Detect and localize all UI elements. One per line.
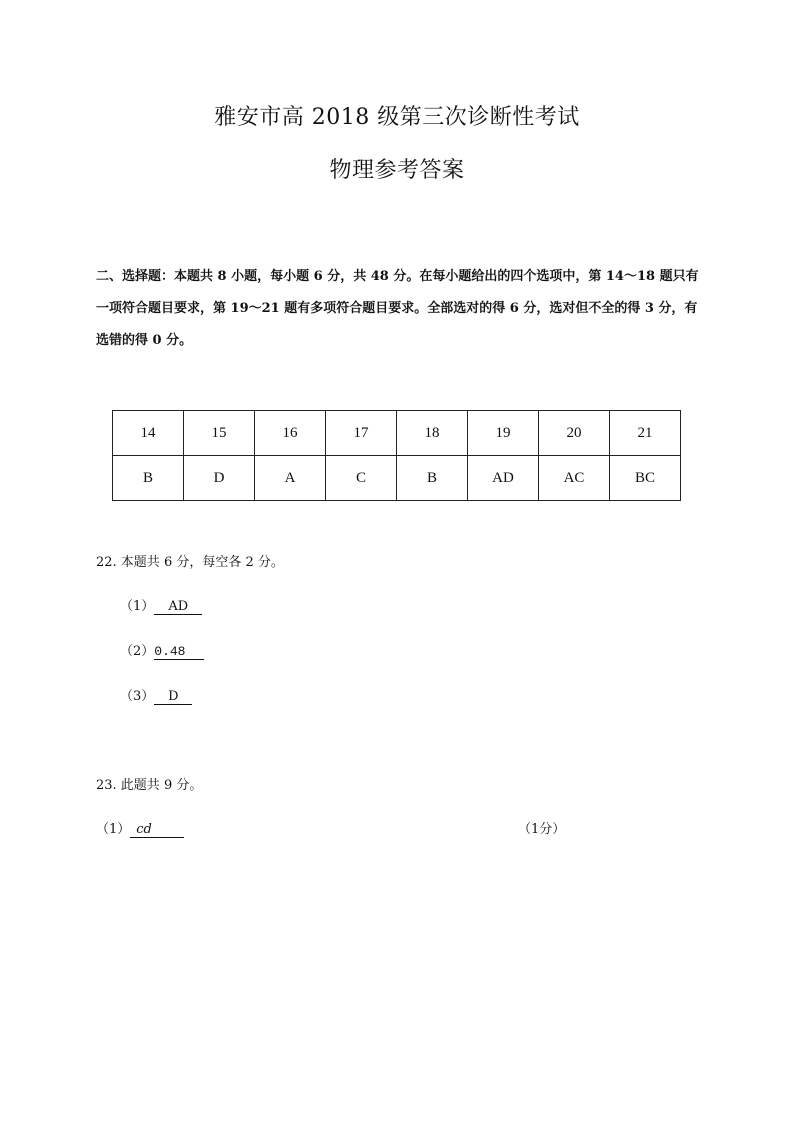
table-cell-answer: A xyxy=(255,456,326,501)
q22-heading: 22. 本题共 6 分，每空各 2 分。 xyxy=(96,555,284,570)
table-cell-question-number: 17 xyxy=(326,411,397,456)
table-row-question-numbers xyxy=(113,411,681,456)
table-cell-question-number: 16 xyxy=(255,411,326,456)
q22-item-3-answer: D xyxy=(154,689,192,705)
table-cell-answer: AC xyxy=(539,456,610,501)
table-cell-answer: B xyxy=(113,456,184,501)
q22-item-1-answer: AD xyxy=(154,599,202,615)
table-cell-answer: B xyxy=(397,456,468,501)
section-2-instructions: 二、选择题：本题共 8 小题，每小题 6 分，共 48 分。在每小题给出的四个选项中，第 14～18 题只有一项符合题目要求，第 19～21 题有多项符合题目要求。全部选对的得 6 分，选对但不全的得 3 分，有选错的得 0 分。 xyxy=(96,269,699,348)
table-cell-question-number: 14 xyxy=(113,411,184,456)
q23-heading: 23. 此题共 9 分。 xyxy=(96,778,203,793)
table-cell-question-number: 21 xyxy=(610,411,681,456)
table-row-answers xyxy=(113,456,681,501)
q23-item-1-label: （1） xyxy=(96,822,131,837)
table-cell-answer: BC xyxy=(610,456,681,501)
q22-item-1 xyxy=(120,598,202,616)
q22-item-2-label: （2） xyxy=(120,644,155,659)
q22-item-2 xyxy=(120,643,204,661)
q22-item-3 xyxy=(120,688,192,706)
page-title: 雅安市高 2018 级第三次诊断性考试 xyxy=(214,105,580,130)
q23-item-1-answer: cd xyxy=(130,822,184,838)
table-cell-answer: D xyxy=(184,456,255,501)
q22-item-1-label: （1） xyxy=(120,599,155,614)
table-cell-question-number: 20 xyxy=(539,411,610,456)
table-cell-question-number: 18 xyxy=(397,411,468,456)
q23-item-1 xyxy=(96,821,184,839)
q22-item-3-label: （3） xyxy=(120,689,155,704)
answer-table xyxy=(112,410,681,501)
q23-item-1-score: （1分） xyxy=(518,822,566,837)
table-cell-answer: C xyxy=(326,456,397,501)
table-cell-question-number: 19 xyxy=(468,411,539,456)
q22-item-2-answer: 0.48 xyxy=(154,644,204,660)
page-subtitle: 物理参考答案 xyxy=(329,158,465,183)
table-cell-question-number: 15 xyxy=(184,411,255,456)
table-cell-answer: AD xyxy=(468,456,539,501)
